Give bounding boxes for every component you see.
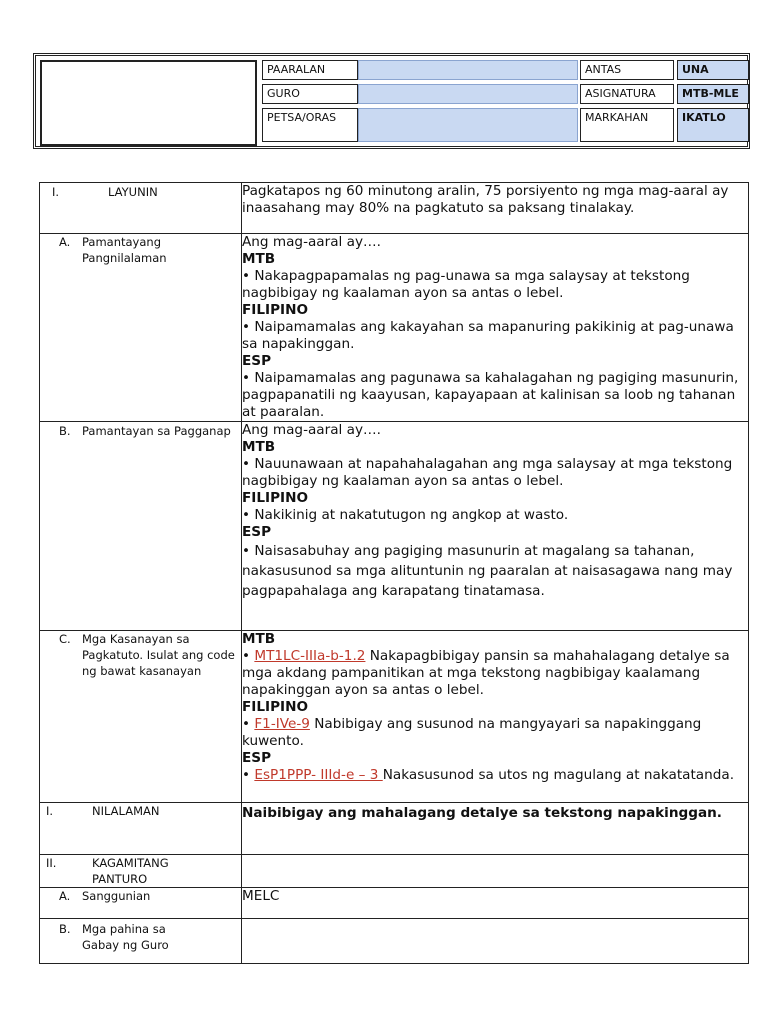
section-label: LAYUNIN	[108, 185, 158, 199]
intro-text: Ang mag-aaral ay….	[242, 422, 381, 438]
markahan-label: MARKAHAN	[580, 108, 674, 142]
mtb-code-link[interactable]: MT1LC-IIIa-b-1.2	[254, 648, 366, 664]
row-mga-kasanayan	[40, 631, 749, 803]
header-table	[33, 53, 750, 149]
asignatura-value[interactable]: MTB-MLE	[677, 84, 749, 104]
row-pamantayan-sa-pagganap	[40, 422, 749, 631]
antas-label: ANTAS	[580, 60, 674, 80]
bullet: •	[242, 716, 251, 732]
petsa-label: PETSA/ORAS	[262, 108, 358, 142]
section-label: Mga pahina sa Gabay ng Guro	[82, 922, 169, 952]
bullet: •	[242, 648, 251, 664]
intro-text: Ang mag-aaral ay….	[242, 234, 381, 250]
section-number: B.	[59, 424, 71, 438]
section-label: KAGAMITANG PANTURO	[92, 856, 169, 886]
section-label: NILALAMAN	[92, 804, 160, 818]
section-label: Sanggunian	[82, 889, 151, 903]
row-pamantayang-pangnilalaman	[40, 234, 749, 422]
mtb-text: • Nauunawaan at napahahalagahan ang mga salaysay at mga tekstong nagbibigay ng kaalaman ayon sa antas o lebel.	[242, 456, 733, 489]
section-label: Pamantayan sa Pagganap	[82, 424, 231, 438]
section-number: C.	[59, 632, 71, 646]
section-number: A.	[59, 235, 71, 249]
esp-heading: ESP	[242, 353, 272, 369]
esp-text: Nakasusunod sa utos ng magulang at nakatatanda.	[382, 767, 735, 783]
section-number: A.	[59, 889, 71, 903]
esp-heading: ESP	[242, 750, 272, 766]
section-label: Mga Kasanayan sa Pagkatuto. Isulat ang code ng bawat kasanayan	[82, 632, 235, 678]
nilalaman-text: Naibibigay ang mahalagang detalye sa tekstong napakinggan.	[242, 805, 722, 821]
row-sanggunian	[40, 888, 749, 919]
section-number: I.	[52, 185, 60, 199]
esp-code-link[interactable]: EsP1PPP- IIId-e – 3	[254, 767, 383, 783]
row-kagamitang-panturo	[40, 855, 749, 888]
section-number: I.	[46, 804, 54, 818]
markahan-value[interactable]: IKATLO	[677, 108, 749, 142]
mtb-heading: MTB	[242, 439, 276, 455]
mtb-heading: MTB	[242, 251, 276, 267]
guro-value[interactable]	[358, 84, 578, 104]
filipino-text: • Nakikinig at nakatutugon ng angkop at wasto.	[242, 507, 569, 523]
filipino-text: • Naipamamalas ang kakayahan sa mapanuring pakikinig at pag-unawa sa napakinggan.	[242, 319, 734, 352]
petsa-value[interactable]	[358, 108, 578, 142]
filipino-heading: FILIPINO	[242, 699, 309, 715]
row-nilalaman	[40, 803, 749, 855]
mtb-text: • Nakapagpapamalas ng pag-unawa sa mga salaysay at tekstong nagbibigay ng kaalaman ayon sa antas o lebel.	[242, 268, 690, 301]
esp-text: • Naipamamalas ang pagunawa sa kahalagahan ng pagiging masunurin, pagpapanatili ng kaayusan, kapayapaan at kalinisan sa loob ng tahanan at paaralan.	[242, 370, 739, 420]
guro-label: GURO	[262, 84, 358, 104]
paaralan-value[interactable]	[358, 60, 578, 80]
section-number: B.	[59, 922, 71, 936]
section-number: II.	[46, 856, 57, 870]
asignatura-label: ASIGNATURA	[580, 84, 674, 104]
mtb-text: Nakapagbibigay pansin sa mahahalagang detalye sa mga akdang pampanitikan at mga tekstong nagbibigay kaalamang napakinggan ayon sa antas o lebel.	[242, 648, 730, 698]
lesson-plan-table	[39, 182, 749, 964]
filipino-heading: FILIPINO	[242, 490, 309, 506]
logo-placeholder	[40, 60, 257, 146]
mtb-heading: MTB	[242, 631, 276, 647]
bullet: •	[242, 767, 251, 783]
paaralan-label: PAARALAN	[262, 60, 358, 80]
esp-heading: ESP	[242, 524, 272, 540]
esp-text: • Naisasabuhay ang pagiging masunurin at magalang sa tahanan, nakasusunod sa mga alituntunin ng paaralan at naisasagawa nang may pagpapahalaga ang karapatang tinatamasa.	[242, 543, 733, 599]
filipino-code-link[interactable]: F1-IVe-9	[254, 716, 310, 732]
row-layunin	[40, 183, 749, 234]
filipino-text: Nabibigay ang susunod na mangyayari sa napakinggang kuwento.	[242, 716, 702, 749]
filipino-heading: FILIPINO	[242, 302, 309, 318]
layunin-text: Pagkatapos ng 60 minutong aralin, 75 porsiyento ng mga mag-aaral ay inaasahang may 80% na pagkatuto sa paksang tinalakay.	[242, 183, 729, 216]
section-label: Pamantayang Pangnilalaman	[82, 235, 167, 265]
row-gabay-ng-guro	[40, 919, 749, 964]
sanggunian-text: MELC	[242, 888, 280, 904]
antas-value[interactable]: UNA	[677, 60, 749, 80]
